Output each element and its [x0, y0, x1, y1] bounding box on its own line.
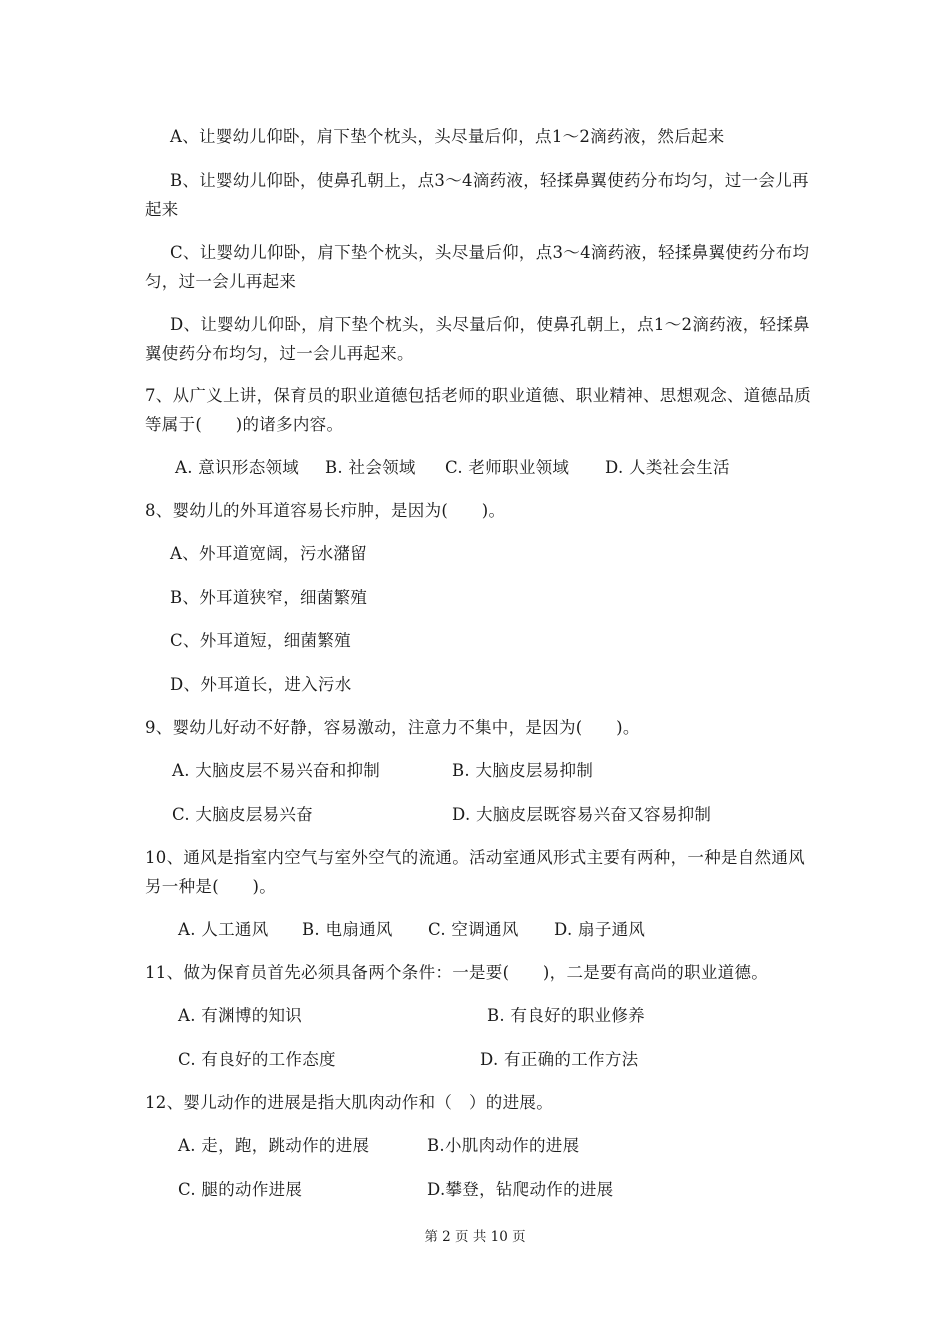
q7-option-d: D. 人类社会生活 [605, 458, 730, 477]
q11-option-c: C. 有良好的工作态度 [178, 1050, 336, 1069]
q6-option-b: B、让婴幼儿仰卧，使鼻孔朝上，点3～4滴药液，轻揉鼻翼使药分布均匀，过一会儿再 [170, 171, 809, 190]
q10-option-a: A. 人工通风 [178, 920, 269, 939]
q11-option-a: A. 有渊博的知识 [178, 1006, 303, 1025]
q6-option-c-cont: 匀，过一会儿再起来 [145, 272, 297, 291]
q9-stem: 9、婴幼儿好动不好静，容易激动，注意力不集中，是因为( )。 [145, 718, 640, 737]
q6-option-d-cont: 翼使药分布均匀，过一会儿再起来。 [145, 344, 414, 363]
q9-option-c: C. 大脑皮层易兴奋 [172, 805, 314, 824]
q9-option-a: A. 大脑皮层不易兴奋和抑制 [172, 761, 381, 780]
q11-stem: 11、做为保育员首先必须具备两个条件：一是要( )，二是要有高尚的职业道德。 [145, 963, 769, 982]
q10-stem-cont: 另一种是( )。 [145, 877, 277, 896]
q11-option-d: D. 有正确的工作方法 [480, 1050, 639, 1069]
q12-option-c: C. 腿的动作进展 [178, 1180, 303, 1199]
q12-option-d: D.攀登，钻爬动作的进展 [427, 1180, 614, 1199]
q6-option-d: D、让婴幼儿仰卧，肩下垫个枕头，头尽量后仰，使鼻孔朝上，点1～2滴药液，轻揉鼻 [170, 315, 810, 334]
q6-option-c: C、让婴幼儿仰卧，肩下垫个枕头，头尽量后仰，点3～4滴药液，轻揉鼻翼使药分布均 [170, 243, 810, 262]
q8-option-b: B、外耳道狭窄，细菌繁殖 [170, 588, 368, 607]
q7-option-b: B. 社会领域 [325, 458, 416, 477]
q10-option-b: B. 电扇通风 [302, 920, 393, 939]
q9-option-b: B. 大脑皮层易抑制 [452, 761, 594, 780]
q12-option-a: A. 走，跑，跳动作的进展 [178, 1136, 370, 1155]
q6-option-b-cont: 起来 [145, 200, 179, 219]
q7-stem: 7、从广义上讲，保育员的职业道德包括老师的职业道德、职业精神、思想观念、道德品质 [145, 386, 811, 405]
q12-option-b: B.小肌肉动作的进展 [427, 1136, 580, 1155]
q7-option-a: A. 意识形态领域 [175, 458, 300, 477]
q8-option-d: D、外耳道长，进入污水 [170, 675, 352, 694]
q8-option-a: A、外耳道宽阔，污水潴留 [170, 544, 368, 563]
q10-stem: 10、通风是指室内空气与室外空气的流通。活动室通风形式主要有两种，一种是自然通风 [145, 848, 805, 867]
q8-option-c: C、外耳道短，细菌繁殖 [170, 631, 351, 650]
q7-stem-cont: 等属于( )的诸多内容。 [145, 415, 344, 434]
q9-option-d: D. 大脑皮层既容易兴奋又容易抑制 [452, 805, 712, 824]
q7-option-c: C. 老师职业领域 [445, 458, 570, 477]
q10-option-c: C. 空调通风 [428, 920, 519, 939]
q12-stem: 12、婴儿动作的进展是指大肌肉动作和（ ）的进展。 [145, 1093, 553, 1112]
q6-option-a: A、让婴幼儿仰卧，肩下垫个枕头，头尽量后仰，点1～2滴药液，然后起来 [170, 127, 725, 146]
q10-option-d: D. 扇子通风 [554, 920, 646, 939]
page-footer: 第 2 页 共 10 页 [424, 1229, 526, 1245]
q11-option-b: B. 有良好的职业修养 [487, 1006, 645, 1025]
q8-stem: 8、婴幼儿的外耳道容易长疖肿，是因为( )。 [145, 501, 506, 520]
